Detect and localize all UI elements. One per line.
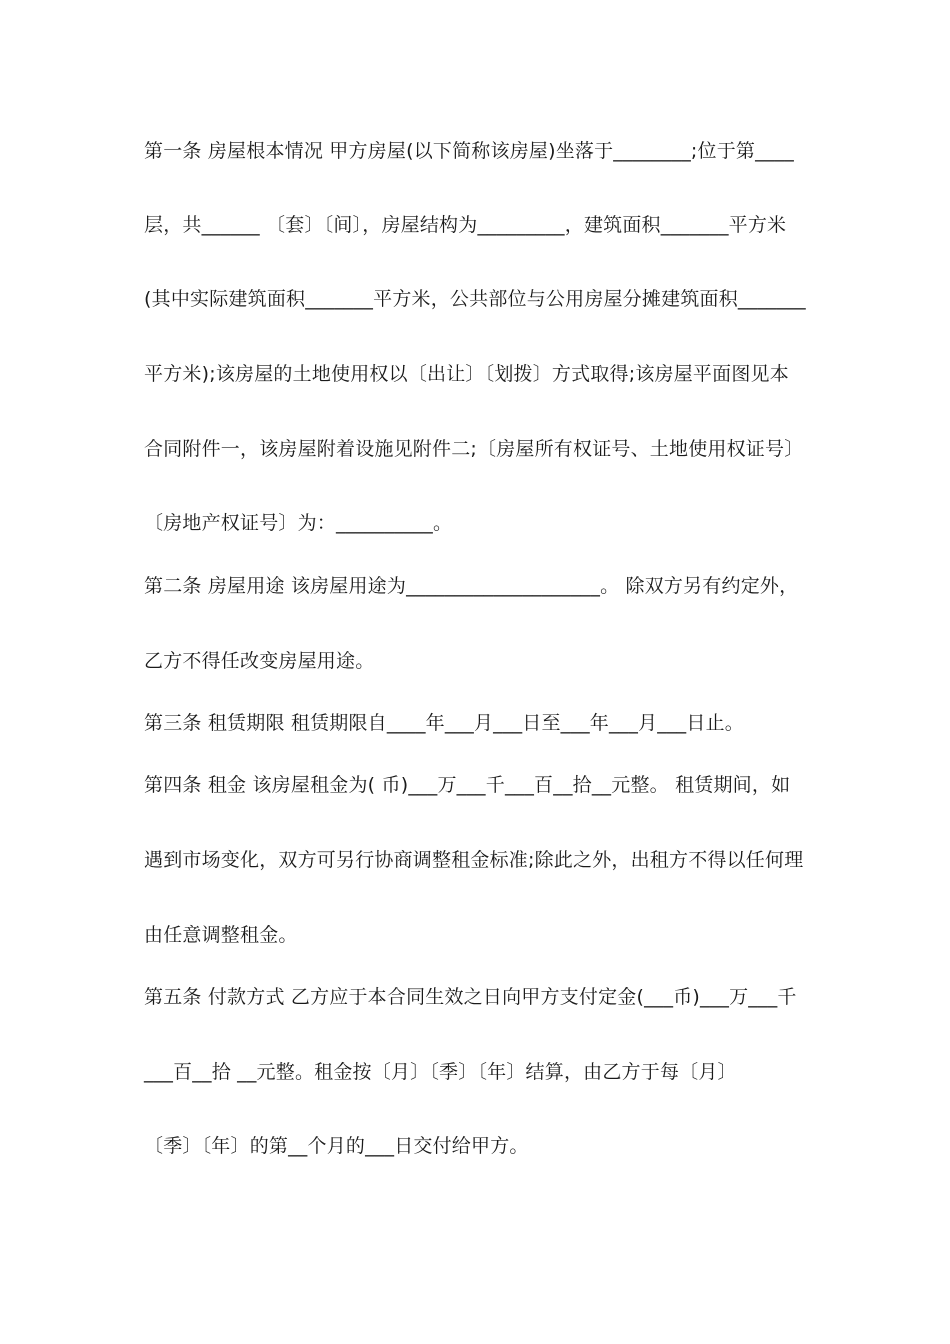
clause-1-line-2: 层，共______ 〔套〕〔间〕，房屋结构为_________，建筑面积_______平方米	[144, 214, 787, 236]
clause-2-line-2: 乙方不得任改变房屋用途。	[144, 650, 375, 672]
clause-4-line-1: 第四条 租金 该房屋租金为( 币)___万___千___百__拾__元整。 租赁期间，如	[144, 774, 791, 796]
clause-2-line-1: 第二条 房屋用途 该房屋用途为____________________。 除双方另有约定外，	[144, 575, 799, 597]
clause-4-line-3: 由任意调整租金。	[144, 924, 298, 946]
clause-1-line-5: 合同附件一，该房屋附着设施见附件二;〔房屋所有权证号、土地使用权证号〕	[144, 438, 804, 460]
clause-3-line-1: 第三条 租赁期限 租赁期限自____年___月___日至___年___月___日止。	[144, 712, 744, 734]
clause-5-line-3: 〔季〕〔年〕的第__个月的___日交付给甲方。	[144, 1135, 529, 1157]
clause-5-line-1: 第五条 付款方式 乙方应于本合同生效之日向甲方支付定金(___币)___万___千	[144, 986, 797, 1008]
clause-1-line-3: (其中实际建筑面积_______平方米，公共部位与公用房屋分摊建筑面积_______	[144, 288, 806, 310]
clause-5-line-2: ___百__拾 __元整。租金按〔月〕〔季〕〔年〕结算，由乙方于每〔月〕	[144, 1061, 737, 1083]
clause-4-line-2: 遇到市场变化，双方可另行协商调整租金标准;除此之外，出租方不得以任何理	[144, 849, 804, 871]
clause-1-line-4: 平方米);该房屋的土地使用权以〔出让〕〔划拨〕方式取得;该房屋平面图见本	[144, 363, 789, 385]
clause-1-line-1: 第一条 房屋根本情况 甲方房屋(以下简称该房屋)坐落于________;位于第____	[144, 140, 794, 162]
clause-1-line-6: 〔房地产权证号〕为：__________。	[144, 512, 453, 534]
